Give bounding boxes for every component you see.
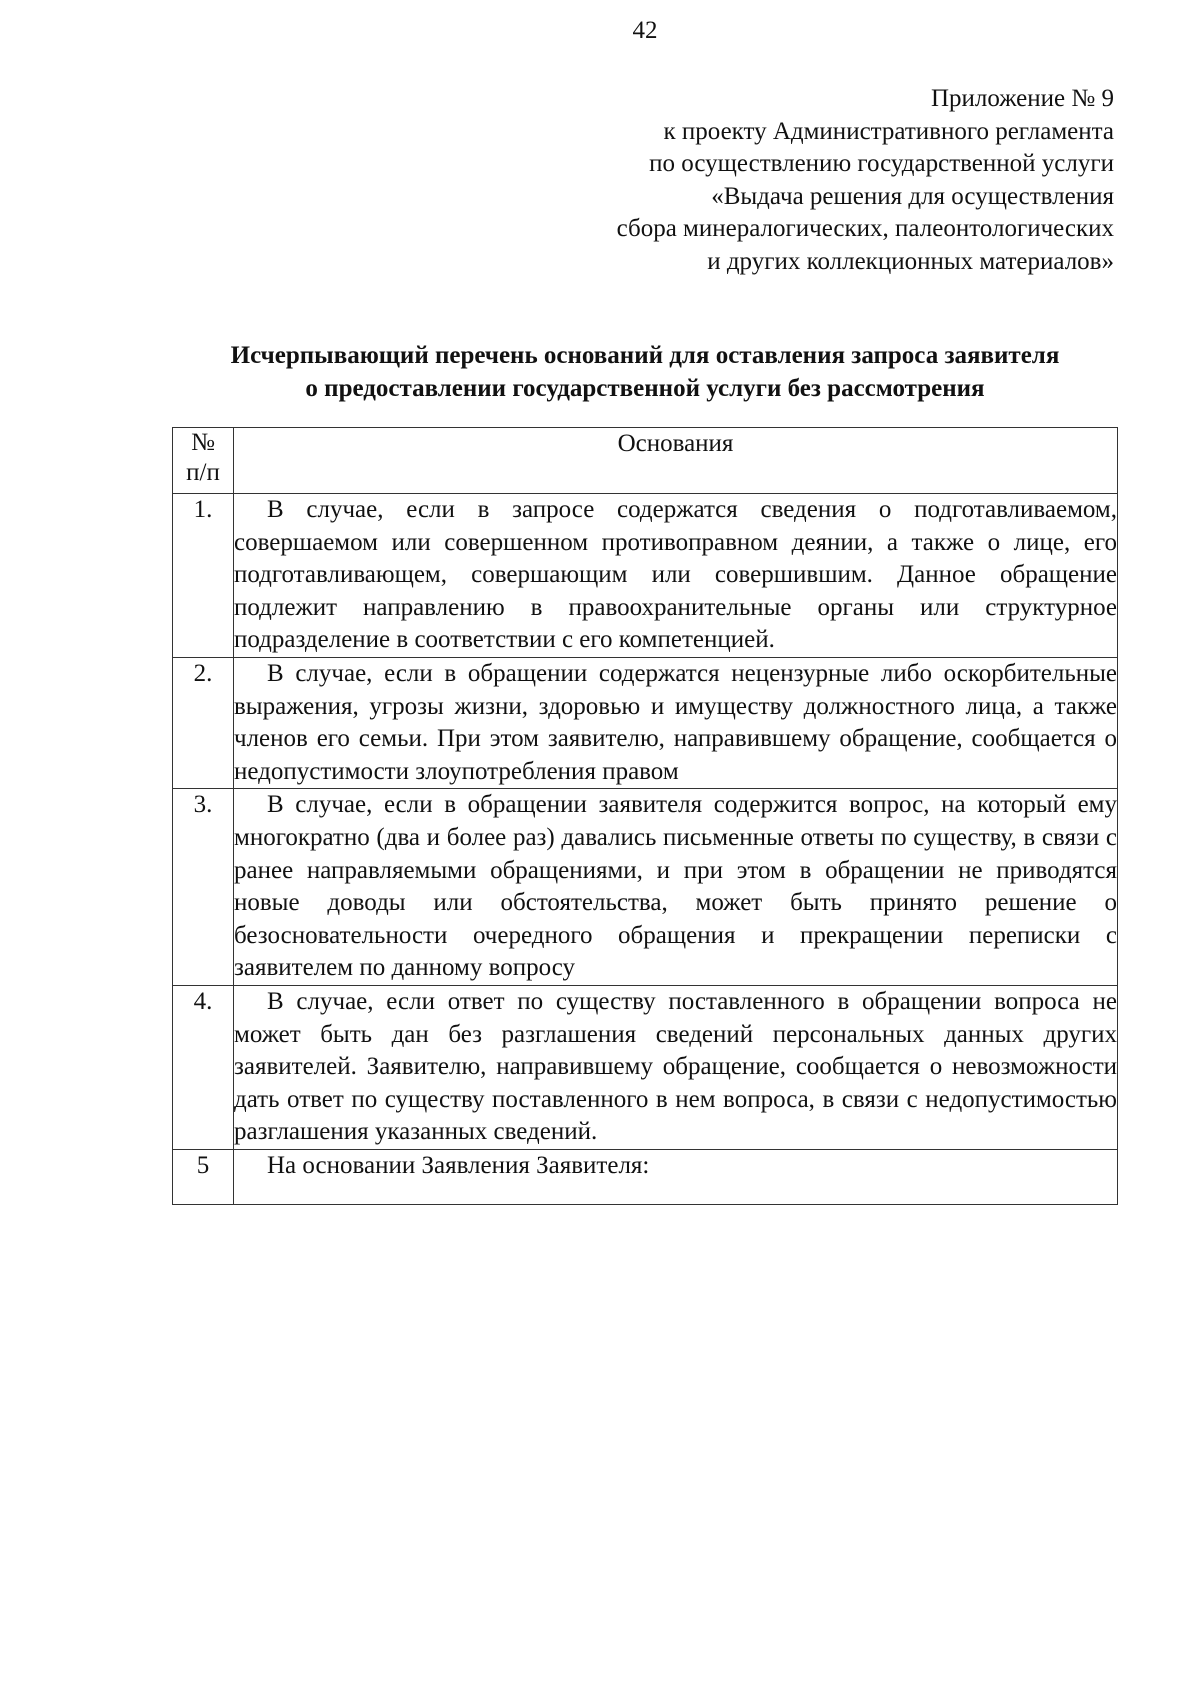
- header-num-cell: [173, 428, 234, 494]
- grounds-table: [172, 427, 1118, 1205]
- header-grounds-cell: Основания: [234, 428, 1118, 494]
- table-row: [173, 1149, 1118, 1204]
- row-number: 3.: [173, 789, 234, 986]
- page-number: 42: [632, 17, 658, 44]
- appendix-line: по осуществлению государственной услуги: [649, 150, 1114, 178]
- row-number: 2.: [173, 657, 234, 788]
- document-title: [172, 339, 1118, 405]
- table-header-row: [173, 428, 1118, 494]
- header-num-label: п/п: [186, 459, 220, 486]
- appendix-line: Приложение № 9: [930, 85, 1114, 112]
- row-number: 5: [173, 1149, 234, 1204]
- row-number: 4.: [173, 985, 234, 1149]
- row-text: В случае, если в обращении содержатся нецензурные либо оскорбительные выражения, угрозы жизни, здоровью и имуществу должностного лица, а также членов его семьи. При этом заявителю, направившему обращение, сообщается о недопустимости злоупотребления правом: [234, 657, 1118, 788]
- header-num-symbol: №: [191, 429, 215, 456]
- row-text: В случае, если ответ по существу поставленного в обращении вопроса не может быть дан без разглашения сведений персональных данных других заявителей. Заявителю, направившему обращение, сообщается о невозможности дать ответ по существу поставленного в нем вопроса, в связи с недопустимостью разглашения указанных сведений.: [234, 985, 1118, 1149]
- row-text: В случае, если в обращении заявителя содержится вопрос, на который ему многократно (два и более раз) давались письменные ответы по существу, в связи с ранее направляемыми обращениями, и при этом в обращении не приводятся новые доводы или обстоятельства, может быть принято решение о безосновательности очередного обращения и прекращении переписки с заявителем по данному вопросу: [234, 789, 1118, 986]
- appendix-line: сбора минералогических, палеонтологических: [616, 215, 1114, 243]
- table-row: [173, 985, 1118, 1149]
- row-number: 1.: [173, 494, 234, 658]
- title-line-2: о предоставлении государственной услуги без рассмотрения: [305, 375, 985, 402]
- title-line-1: Исчерпывающий перечень оснований для оставления запроса заявителя: [230, 342, 1060, 369]
- row-text: На основании Заявления Заявителя:: [234, 1149, 1118, 1204]
- appendix-line: к проекту Административного регламента: [663, 117, 1114, 145]
- appendix-line: и других коллекционных материалов»: [707, 247, 1114, 275]
- row-text: В случае, если в запросе содержатся сведения о подготавливаемом, совершаемом или совершенном противоправном деянии, а также о лице, его подготавливающем, совершающим или совершившим. Данное обращение подлежит направлению в правоохранительные органы или структурное подразделение в соответствии с его компетенцией.: [234, 494, 1118, 658]
- table-row: [173, 657, 1118, 788]
- table-row: [173, 494, 1118, 658]
- table-row: [173, 789, 1118, 986]
- appendix-block: [494, 83, 1114, 279]
- appendix-line: «Выдача решения для осуществления: [711, 182, 1114, 210]
